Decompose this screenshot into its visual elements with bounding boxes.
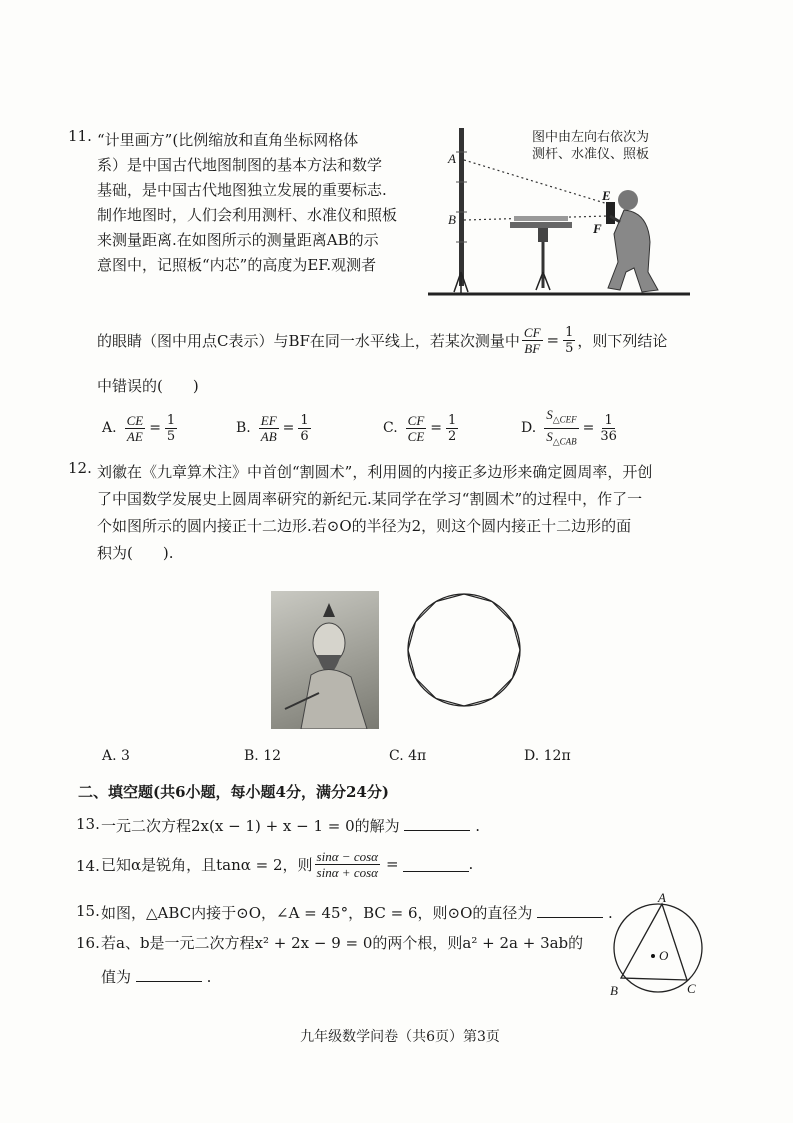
label-center-o: O — [659, 948, 669, 963]
q12-option-c[interactable]: C. 4π — [389, 748, 427, 764]
denominator: 36 — [600, 428, 617, 444]
ratio-numerator: CF — [523, 324, 541, 340]
denominator: sinα + cosα — [316, 864, 378, 880]
q13-answer-blank[interactable] — [404, 816, 470, 831]
label-vertex-c: C — [687, 981, 696, 996]
q16-line-2 — [101, 966, 211, 987]
q14-answer-blank[interactable] — [403, 857, 469, 872]
q11-option-d[interactable] — [521, 406, 621, 447]
q13-end: . — [475, 817, 481, 835]
option-fraction — [125, 413, 146, 444]
denominator: AE — [126, 428, 143, 444]
numerator: 1 — [448, 412, 457, 428]
option-label: C. — [383, 420, 398, 436]
q13-text — [101, 815, 480, 836]
denominator: 2 — [448, 428, 457, 444]
measurement-illustration — [428, 122, 690, 302]
q11-option-c[interactable] — [383, 410, 460, 446]
option-fraction — [544, 407, 578, 449]
denominator: $S_{\triangle CAB}$ — [546, 428, 577, 447]
q14-number: 14. — [76, 857, 100, 875]
q16-number: 16. — [76, 934, 100, 952]
numerator: 1 — [166, 412, 176, 428]
section-2-title: 二、填空题(共6小题，每小题4分，满分24分) — [78, 783, 389, 801]
denominator: CE — [407, 428, 425, 444]
figure-caption: 图中由左向右依次为 — [532, 130, 650, 145]
q14-text — [101, 845, 473, 883]
q12-line: 个如图所示的圆内接正十二边形.若⊙O的半径为2，则这个圆内接正十二边形的面 — [97, 517, 632, 535]
label-vertex-b: B — [610, 983, 618, 998]
q11-line: “计里画方”(比例缩放和直角坐标网格体 — [97, 131, 359, 149]
q12-line: 了中国数学发展史上圆周率研究的新纪元.某同学在学习“割圆术”的过程中，作了一 — [97, 490, 643, 508]
q11-line: 意图中，记照板“内芯”的高度为EF.观测者 — [97, 256, 377, 274]
label-point-f: F — [593, 221, 602, 236]
q11-line: 制作地图时，人们会利用测杆、水准仪和照板 — [97, 206, 398, 224]
q11-line-7 — [97, 322, 697, 358]
label-vertex-a: A — [658, 890, 666, 905]
q11-line-7-post: ，则下列结论 — [577, 331, 668, 350]
q11-line: 来测量距离.在如图所示的测量距离AB的示 — [97, 231, 379, 249]
equals: = — [385, 855, 399, 873]
q12-option-d[interactable]: D. 12π — [524, 748, 571, 764]
ratio-value-num: 1 — [565, 324, 574, 340]
q12-option-b[interactable]: B. 12 — [244, 748, 282, 764]
q11-option-b[interactable] — [236, 410, 313, 446]
option-label: B. — [236, 420, 251, 436]
ratio-equals: = — [546, 331, 560, 349]
q14-fraction — [315, 849, 380, 880]
q14-question: 已知α是锐角，且tanα = 2，则 — [101, 855, 313, 874]
option-value — [446, 413, 458, 444]
q12-line: 刘徽在《九章算术注》中首创“割圆术”，利用圆的内接正多边形来确定圆周率，开创 — [97, 463, 653, 481]
q15-end: . — [607, 904, 613, 922]
option-fraction — [406, 413, 427, 444]
ratio-value — [563, 325, 575, 356]
equals: = — [582, 420, 595, 436]
numerator: 1 — [300, 412, 309, 428]
q12-option-a[interactable]: A. 3 — [102, 748, 130, 764]
q12-text — [97, 459, 707, 567]
option-value — [298, 413, 310, 444]
ratio-fraction — [522, 325, 543, 356]
equals: = — [282, 420, 295, 436]
q16-answer-blank[interactable] — [136, 967, 202, 982]
ratio-value-den: 5 — [565, 340, 574, 356]
q11-line: 基础，是中国古代地图独立发展的重要标志. — [97, 181, 387, 199]
denominator: AB — [260, 428, 277, 444]
numerator: EF — [260, 412, 277, 428]
liu-hui-portrait — [271, 591, 379, 729]
numerator: sinα − cosα — [316, 848, 378, 864]
q13-number: 13. — [76, 815, 100, 833]
q11-option-a[interactable] — [102, 410, 179, 446]
q15-text — [101, 902, 613, 923]
portrait-sketch — [271, 591, 379, 729]
label-point-b: B — [448, 212, 456, 227]
page-footer: 九年级数学问卷（共6页）第3页 — [300, 1029, 500, 1045]
q15-number: 15. — [76, 902, 100, 920]
label-point-e: E — [602, 188, 611, 203]
option-fraction — [259, 413, 279, 444]
q11-line-7-pre: 的眼睛（图中用点C表示）与BF在同一水平线上，若某次测量中 — [97, 331, 520, 350]
q13-question: 一元二次方程2x(x − 1) + x − 1 = 0的解为 — [101, 817, 400, 835]
q15-question: 如图，△ABC内接于⊙O，∠A = 45°，BC = 6，则⊙O的直径为 — [101, 904, 533, 922]
ratio-denominator: BF — [524, 340, 541, 356]
option-value — [165, 413, 177, 444]
option-label: D. — [521, 420, 537, 436]
option-value — [598, 413, 619, 444]
q11-text — [97, 128, 437, 278]
q12-number: 12. — [68, 459, 92, 477]
q16-end: . — [206, 968, 212, 986]
q11-line: 系）是中国古代地图制图的基本方法和数学 — [97, 156, 383, 174]
dodecagon-figure — [404, 590, 524, 710]
denominator: 6 — [300, 428, 309, 444]
q16-question: 值为 — [101, 968, 132, 986]
equals: = — [149, 420, 161, 436]
equals: = — [430, 420, 443, 436]
numerator: CF — [407, 412, 425, 428]
q15-figure — [605, 890, 715, 1000]
figure-caption: 测杆、水准仪、照板 — [532, 147, 650, 162]
q12-line: 积为( ). — [97, 544, 174, 562]
q11-figure — [428, 122, 690, 302]
denominator: 5 — [166, 428, 176, 444]
numerator: $S_{\triangle CEF}$ — [544, 407, 578, 429]
q11-number: 11. — [68, 127, 92, 145]
q15-answer-blank[interactable] — [537, 903, 603, 918]
numerator: CE — [126, 412, 144, 428]
q14-end: . — [468, 855, 474, 873]
numerator: 1 — [604, 412, 613, 428]
q11-line-8: 中错误的( ) — [97, 377, 199, 395]
q16-line-1: 若a、b是一元二次方程x² + 2x − 9 = 0的两个根，则a² + 2a + 3ab的 — [101, 934, 584, 952]
option-label: A. — [102, 420, 117, 436]
label-point-a: A — [448, 151, 456, 166]
